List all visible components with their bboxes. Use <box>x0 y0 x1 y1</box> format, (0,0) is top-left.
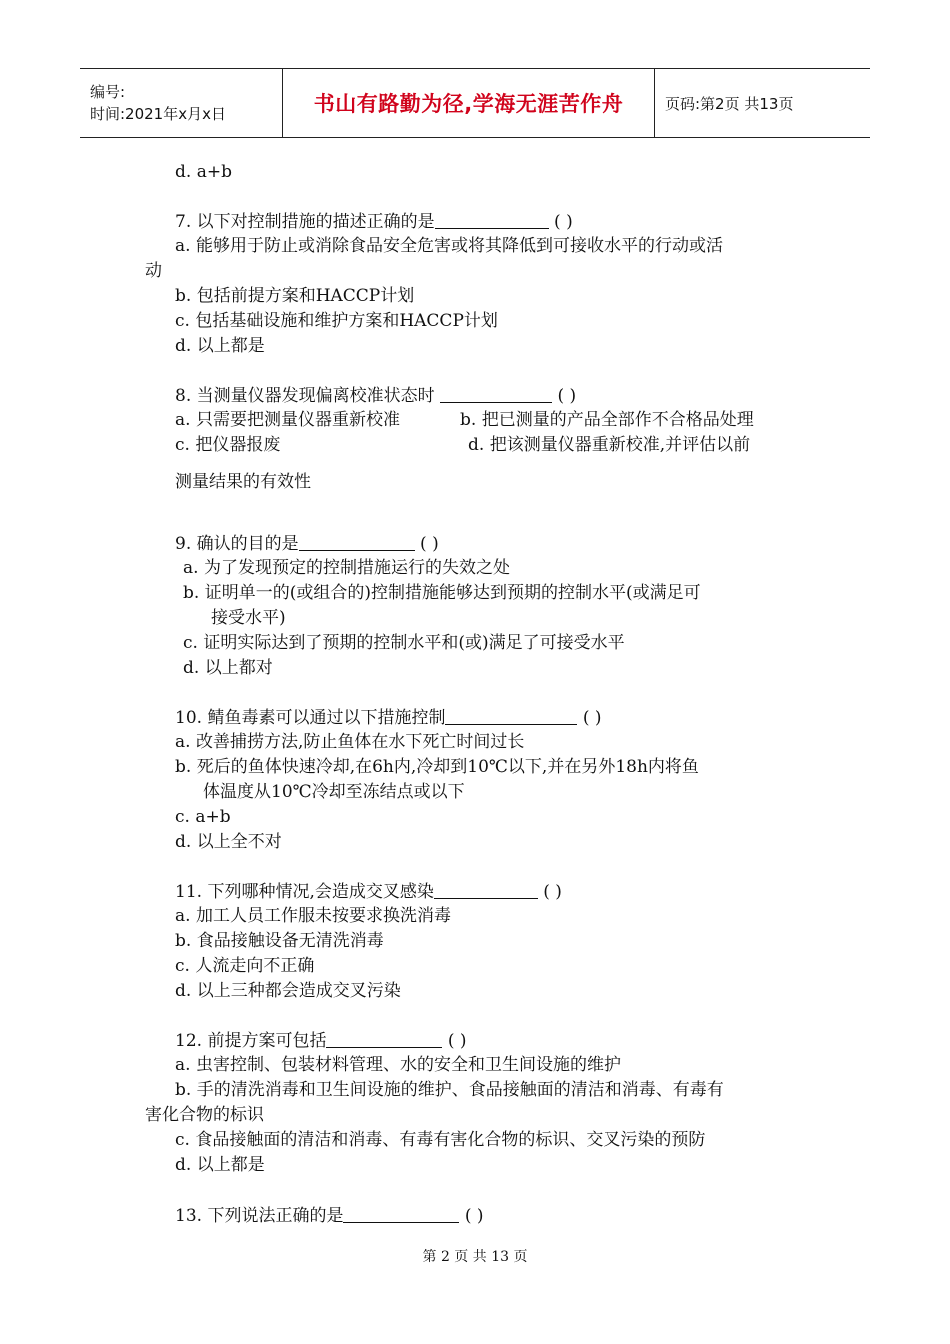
question-10-text: 10. 鲭鱼毒素可以通过以下措施控制 <box>175 708 446 728</box>
answer-paren: ( ) <box>557 386 577 406</box>
option-12d: d. 以上都是 <box>175 1155 265 1175</box>
option-11c: c. 人流走向不正确 <box>175 956 315 976</box>
answer-blank <box>299 532 415 551</box>
question-8-text: 8. 当测量仪器发现偏离校准状态时 <box>175 386 435 406</box>
question-7-text: 7. 以下对控制措施的描述正确的是 <box>175 212 435 232</box>
option-12b: b. 手的清洗消毒和卫生间设施的维护、食品接触面的清洁和消毒、有毒有 <box>175 1080 724 1100</box>
slogan: 书山有路勤为径,学海无涯苦作舟 <box>313 92 624 116</box>
question-10 <box>175 706 602 729</box>
option-9d: d. 以上都对 <box>183 658 273 678</box>
question-8 <box>175 384 576 407</box>
question-9 <box>175 532 439 555</box>
answer-blank <box>440 384 552 403</box>
question-9-text: 9. 确认的目的是 <box>175 534 299 554</box>
option-6d: d. a+b <box>175 162 232 182</box>
answer-paren: ( ) <box>582 708 602 728</box>
answer-blank <box>434 880 538 899</box>
page-header <box>80 68 870 138</box>
option-12a: a. 虫害控制、包装材料管理、水的安全和卫生间设施的维护 <box>175 1055 621 1075</box>
option-9a: a. 为了发现预定的控制措施运行的失效之处 <box>183 558 510 578</box>
number-label: 编号: <box>90 83 126 101</box>
option-8c: c. 把仪器报废 <box>175 435 281 455</box>
answer-blank <box>343 1204 459 1223</box>
answer-paren: ( ) <box>464 1206 484 1226</box>
option-8d-cont: 测量结果的有效性 <box>175 472 311 492</box>
option-9c: c. 证明实际达到了预期的控制水平和(或)满足了可接受水平 <box>183 633 625 653</box>
option-7c: c. 包括基础设施和维护方案和HACCP计划 <box>175 311 498 331</box>
option-11b: b. 食品接触设备无清洗消毒 <box>175 931 384 951</box>
header-slogan-cell <box>283 69 655 137</box>
option-9b: b. 证明单一的(或组合的)控制措施能够达到预期的控制水平(或满足可 <box>183 583 701 603</box>
question-11-text: 11. 下列哪种情况,会造成交叉感染 <box>175 882 434 902</box>
page-footer: 第 2 页 共 13 页 <box>422 1249 528 1265</box>
answer-paren: ( ) <box>543 882 562 902</box>
answer-paren: ( ) <box>420 534 439 554</box>
question-12-text: 12. 前提方案可包括 <box>175 1031 327 1051</box>
option-10d: d. 以上全不对 <box>175 832 282 852</box>
question-13 <box>175 1204 484 1227</box>
option-8d: d. 把该测量仪器重新校准,并评估以前 <box>468 435 751 455</box>
option-7d: d. 以上都是 <box>175 336 265 356</box>
option-7a-cont: 动 <box>145 261 162 281</box>
option-12c: c. 食品接触面的清洁和消毒、有毒有害化合物的标识、交叉污染的预防 <box>175 1130 706 1150</box>
question-7 <box>175 210 573 233</box>
option-10c: c. a+b <box>175 807 231 827</box>
option-12b-cont: 害化合物的标识 <box>145 1105 264 1125</box>
answer-blank <box>445 706 577 725</box>
answer-blank <box>326 1029 442 1048</box>
answer-paren: ( ) <box>447 1031 467 1051</box>
answer-paren: ( ) <box>554 212 573 232</box>
option-9b-cont: 接受水平) <box>211 608 286 628</box>
option-10b-cont: 体温度从10℃冷却至冻结点或以下 <box>203 782 465 802</box>
option-11d: d. 以上三种都会造成交叉污染 <box>175 981 401 1001</box>
answer-blank <box>435 210 549 229</box>
question-11 <box>175 880 562 903</box>
question-13-text: 13. 下列说法正确的是 <box>175 1206 344 1226</box>
page-label: 页码:第2页 共13页 <box>665 94 794 113</box>
header-info <box>80 69 283 137</box>
option-7a: a. 能够用于防止或消除食品安全危害或将其降低到可接收水平的行动或活 <box>175 236 723 256</box>
option-10b: b. 死后的鱼体快速冷却,在6h内,冷却到10℃以下,并在另外18h内将鱼 <box>175 757 699 777</box>
option-7b: b. 包括前提方案和HACCP计划 <box>175 286 415 306</box>
question-12 <box>175 1029 467 1052</box>
option-11a: a. 加工人员工作服未按要求换洗消毒 <box>175 906 451 926</box>
time-label: 时间:2021年x月x日 <box>90 105 226 123</box>
header-page-cell <box>655 69 870 137</box>
option-10a: a. 改善捕捞方法,防止鱼体在水下死亡时间过长 <box>175 732 525 752</box>
option-8b: b. 把已测量的产品全部作不合格品处理 <box>460 410 754 430</box>
option-8a: a. 只需要把测量仪器重新校准 <box>175 410 400 430</box>
